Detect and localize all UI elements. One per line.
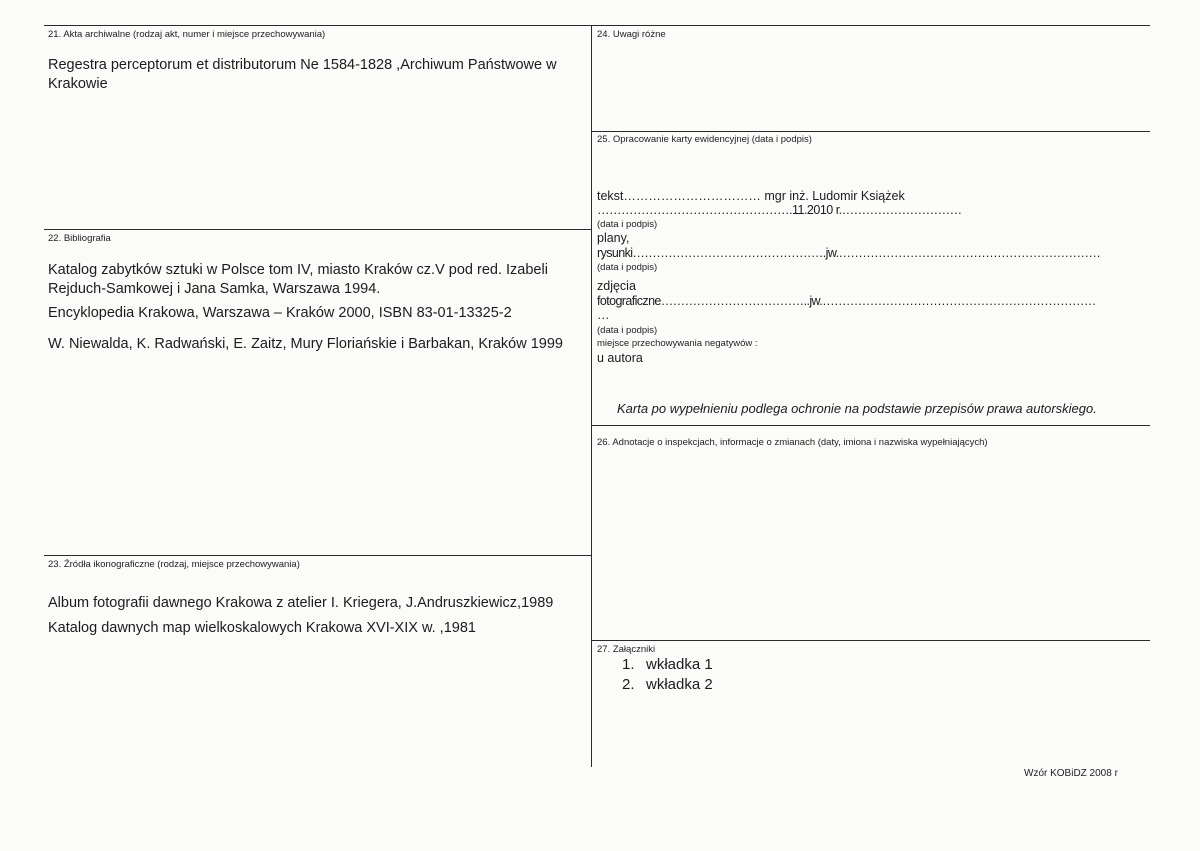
data-podpis-3: (data i podpis) xyxy=(597,325,658,336)
attachment-text: wkładka 1 xyxy=(646,656,713,673)
divider-22-23 xyxy=(44,555,591,556)
section-27-label: 27. Załączniki xyxy=(597,644,656,655)
negatives-location-label: miejsce przechowywania negatywów : xyxy=(597,338,758,349)
top-rule xyxy=(44,25,1150,26)
rysunki-line: rysunki………………………………………….jw.………………………………………………………… xyxy=(597,246,1101,260)
divider-26-27 xyxy=(591,640,1150,641)
data-podpis-1: (data i podpis) xyxy=(597,219,658,230)
section-26-label: 26. Adnotacje o inspekcjach, informacje o zmianach (daty, imiona i nazwiska wypełniających) xyxy=(597,437,988,448)
fotograficzne-line: fotograficzne………………………………..jw.…………………………………………………………… xyxy=(597,294,1096,308)
attachment-item xyxy=(622,676,713,693)
attachment-item xyxy=(622,656,713,673)
divider-25-26 xyxy=(591,425,1150,426)
iconographic-source-1: Album fotografii dawnego Krakowa z atelier I. Kriegera, J.Andruszkiewicz,1989 xyxy=(48,595,554,611)
form-template-footer: Wzór KOBiDZ 2008 r xyxy=(1024,768,1118,779)
iconographic-source-2: Katalog dawnych map wielkoskalowych Krakowa XVI-XIX w. ,1981 xyxy=(48,620,476,636)
attachment-number: 1. xyxy=(622,656,635,673)
section-23-label: 23. Źródła ikonograficzne (rodzaj, miejsce przechowywania) xyxy=(48,559,300,570)
date-line: ………………………………………….11.2010 r.………………………… xyxy=(597,203,962,217)
section-24-label: 24. Uwagi różne xyxy=(597,29,666,40)
section-21-content: Regestra perceptorum et distributorum Ne 1584-1828 ,Archiwum Państwowe w Krakowie xyxy=(48,57,557,92)
zdjecia-label: zdjęcia xyxy=(597,279,636,293)
divider-21-22 xyxy=(44,229,591,230)
bibliography-entry-3: W. Niewalda, K. Radwański, E. Zaitz, Mury Floriańskie i Barbakan, Kraków 1999 xyxy=(48,336,563,352)
copyright-notice: Karta po wypełnieniu podlega ochronie na podstawie przepisów prawa autorskiego. xyxy=(617,401,1097,416)
center-divider xyxy=(591,25,592,767)
section-25-label: 25. Opracowanie karty ewidencyjnej (data i podpis) xyxy=(597,134,812,145)
attachment-number: 2. xyxy=(622,676,635,693)
data-podpis-2: (data i podpis) xyxy=(597,262,658,273)
section-21-label: 21. Akta archiwalne (rodzaj akt, numer i miejsce przechowywania) xyxy=(48,29,326,40)
negatives-location-value: u autora xyxy=(597,351,643,365)
text-author-line: tekst…………………………… mgr inż. Ludomir Książek xyxy=(597,189,905,203)
divider-24-25 xyxy=(591,131,1150,132)
plany-label: plany, xyxy=(597,231,630,245)
attachment-text: wkładka 2 xyxy=(646,676,713,693)
section-22-label: 22. Bibliografia xyxy=(48,233,111,244)
bibliography-entry-1: Katalog zabytków sztuki w Polsce tom IV, miasto Kraków cz.V pod red. Izabeli Rejduch-Samkowej i Jana Samka, Warszawa 1994. xyxy=(48,262,548,297)
bibliography-entry-2: Encyklopedia Krakowa, Warszawa – Kraków 2000, ISBN 83-01-13325-2 xyxy=(48,305,512,321)
ellipsis-line: … xyxy=(597,308,610,322)
